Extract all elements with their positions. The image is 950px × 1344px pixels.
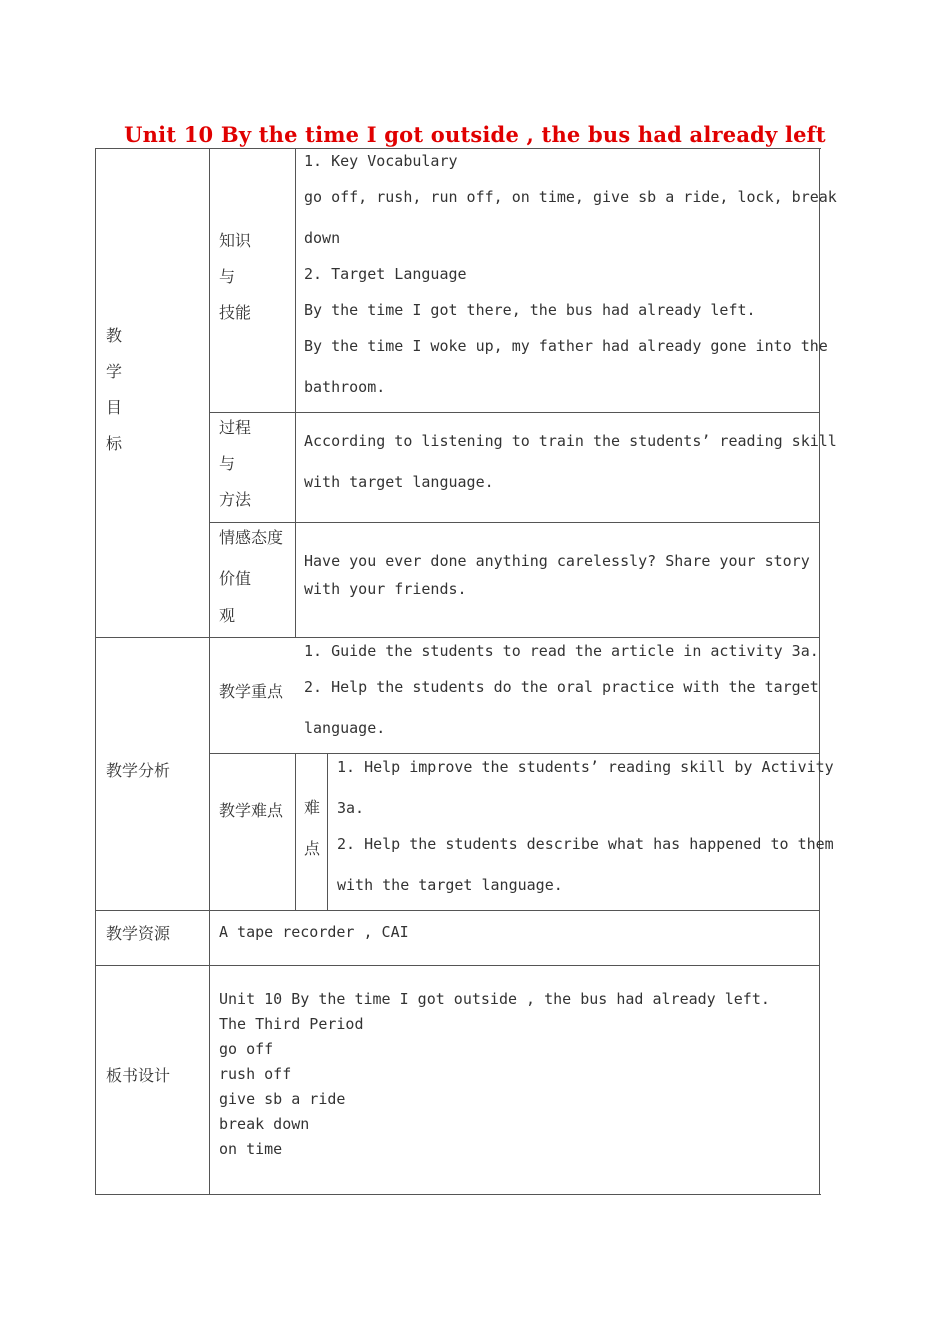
process-label-part: 过程	[219, 418, 252, 437]
table-border-bottom	[95, 1194, 821, 1195]
board-line: rush off	[219, 1065, 292, 1083]
knowledge-label-part: 技能	[219, 303, 252, 322]
objectives-label-char: 教	[106, 326, 123, 345]
board-line: break down	[219, 1115, 310, 1133]
column-divider	[295, 148, 296, 638]
table-border-left	[95, 148, 96, 1195]
difficulty-line: 3a.	[337, 799, 365, 817]
knowledge-line: By the time I woke up, my father had already gone into the	[304, 337, 828, 355]
difficulty-line: 2. Help the students describe what has happened to them	[337, 835, 834, 853]
emotion-label-part: 价值	[219, 569, 252, 588]
key-point-line: 2. Help the students do the oral practice with the target	[304, 678, 819, 696]
knowledge-line: By the time I got there, the bus had already left.	[304, 301, 756, 319]
emotion-line: with your friends.	[304, 580, 467, 598]
knowledge-line: down	[304, 229, 341, 247]
page-title: Unit 10 By the time I got outside , the bus had already left	[124, 122, 826, 147]
difficulties-sub-label-char: 难	[304, 798, 321, 817]
board-label: 板书设计	[106, 1066, 171, 1085]
key-point-line: 1. Guide the students to read the article in activity 3a.	[304, 642, 819, 660]
board-line: Unit 10 By the time I got outside , the bus had already left.	[219, 990, 770, 1008]
row-divider	[209, 522, 820, 523]
board-line: on time	[219, 1140, 283, 1158]
emotion-line: Have you ever done anything carelessly? Share your story	[304, 552, 810, 570]
column-divider	[295, 753, 296, 911]
row-divider	[209, 412, 820, 413]
difficulty-line: with the target language.	[337, 876, 563, 894]
column-divider	[209, 148, 210, 1195]
resources-value: A tape recorder , CAI	[219, 923, 409, 941]
process-line: According to listening to train the students’ reading skill	[304, 432, 837, 450]
emotion-label-part: 观	[219, 606, 236, 625]
table-border-top	[95, 148, 821, 149]
objectives-label-char: 学	[106, 362, 123, 381]
process-label-part: 与	[219, 454, 236, 473]
row-divider	[95, 910, 820, 911]
knowledge-line: go off, rush, run off, on time, give sb a ride, lock, break	[304, 188, 837, 206]
process-line: with target language.	[304, 473, 494, 491]
board-line: give sb a ride	[219, 1090, 346, 1108]
analysis-label: 教学分析	[106, 761, 171, 780]
emotion-label-part: 情感态度	[219, 528, 284, 547]
knowledge-label-part: 与	[219, 267, 236, 286]
objectives-label-char: 目	[106, 398, 123, 417]
board-line: The Third Period	[219, 1015, 364, 1033]
difficulties-label: 教学难点	[219, 801, 284, 820]
knowledge-line: bathroom.	[304, 378, 386, 396]
column-divider	[327, 753, 328, 911]
objectives-label-char: 标	[106, 434, 123, 453]
row-divider	[95, 965, 820, 966]
knowledge-line: 2. Target Language	[304, 265, 467, 283]
resources-label: 教学资源	[106, 924, 171, 943]
key-point-line: language.	[304, 719, 386, 737]
knowledge-label-part: 知识	[219, 231, 252, 250]
board-line: go off	[219, 1040, 274, 1058]
knowledge-line: 1. Key Vocabulary	[304, 152, 458, 170]
difficulties-sub-label-char: 点	[304, 839, 321, 858]
row-divider	[95, 637, 820, 638]
key-points-label: 教学重点	[219, 682, 284, 701]
row-divider	[209, 753, 820, 754]
table-border-right	[819, 148, 820, 1195]
difficulty-line: 1. Help improve the students’ reading skill by Activity	[337, 758, 834, 776]
process-label-part: 方法	[219, 490, 252, 509]
